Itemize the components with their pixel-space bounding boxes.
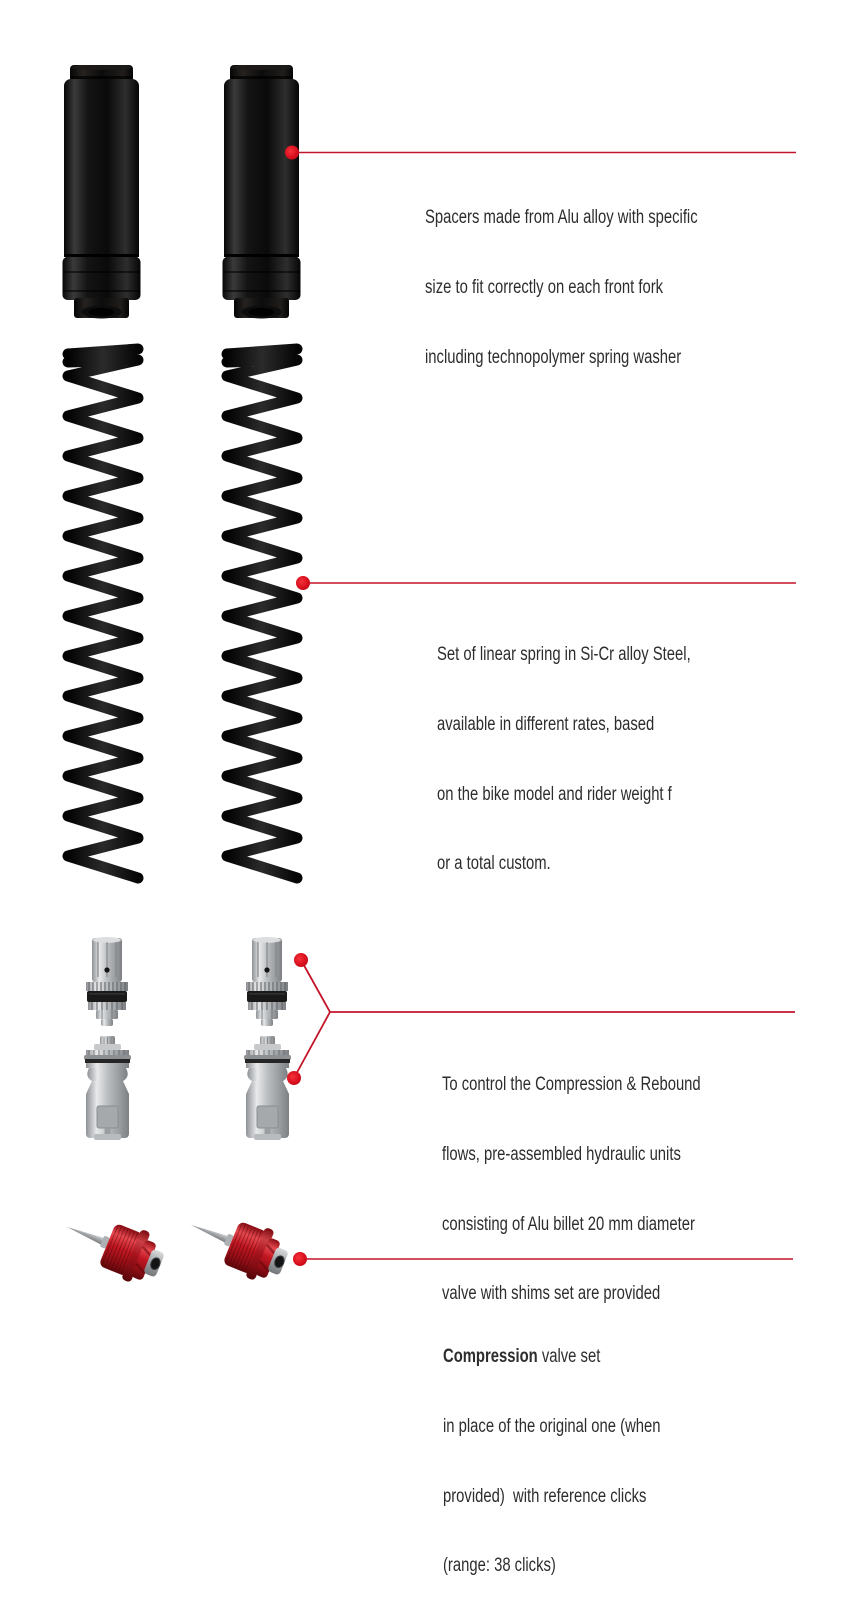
callout-compression-bold-rest: valve set bbox=[537, 1346, 601, 1368]
callout-compression-line: (range: 38 clicks) bbox=[443, 1555, 556, 1577]
callout-hydraulic-line: consisting of Alu billet 20 mm diameter bbox=[442, 1213, 695, 1235]
callout-spacers-line: including technopolymer spring washer bbox=[425, 346, 682, 368]
callout-text-compression-valves bbox=[443, 1299, 661, 1624]
callout-spacers-line: size to fit correctly on each front fork bbox=[425, 277, 664, 299]
callout-text-spacers bbox=[425, 160, 698, 415]
fork-spring-left bbox=[68, 349, 138, 878]
callout-compression-line bbox=[443, 1345, 661, 1368]
callout-dot-compression-valves bbox=[293, 1252, 307, 1266]
callout-dot-spacers bbox=[285, 146, 299, 160]
callout-dot-hydraulic-top bbox=[294, 953, 308, 967]
callout-compression-line: provided) with reference clicks bbox=[443, 1485, 647, 1507]
callout-dot-hydraulic-bottom bbox=[287, 1071, 301, 1085]
callout-springs-line: or a total custom. bbox=[437, 853, 551, 875]
fork-spring-right bbox=[227, 349, 297, 878]
callout-springs-line: on the bike model and rider weight f bbox=[437, 783, 672, 805]
callout-spacers-line: Spacers made from Alu alloy with specific bbox=[425, 207, 698, 229]
callout-line-spacers bbox=[285, 146, 796, 160]
callout-springs-line: available in different rates, based bbox=[437, 714, 655, 736]
hydraulic-unit-top-right bbox=[246, 937, 288, 1026]
hydraulic-unit-top-left bbox=[86, 937, 128, 1026]
callout-line-springs bbox=[296, 576, 796, 590]
callout-text-springs bbox=[437, 597, 691, 922]
fork-spacer-left bbox=[63, 65, 141, 319]
callout-hydraulic-line: flows, pre-assembled hydraulic units bbox=[442, 1144, 681, 1166]
callout-compression-line: in place of the original one (when bbox=[443, 1416, 661, 1438]
callout-hydraulic-line: To control the Compression & Rebound bbox=[442, 1074, 701, 1096]
hydraulic-unit-bottom-right bbox=[244, 1036, 291, 1140]
callout-dot-springs bbox=[296, 576, 310, 590]
compression-valve-left bbox=[56, 1203, 170, 1291]
hydraulic-unit-bottom-left bbox=[84, 1036, 131, 1140]
callout-springs-line: Set of linear spring in Si-Cr alloy Steel, bbox=[437, 644, 691, 666]
fork-spacer-right bbox=[223, 65, 301, 319]
callout-compression-bold-word: Compression bbox=[443, 1346, 538, 1368]
callout-hydraulic-line: valve with shims set are provided bbox=[442, 1283, 661, 1305]
compression-valve-right bbox=[180, 1201, 294, 1289]
